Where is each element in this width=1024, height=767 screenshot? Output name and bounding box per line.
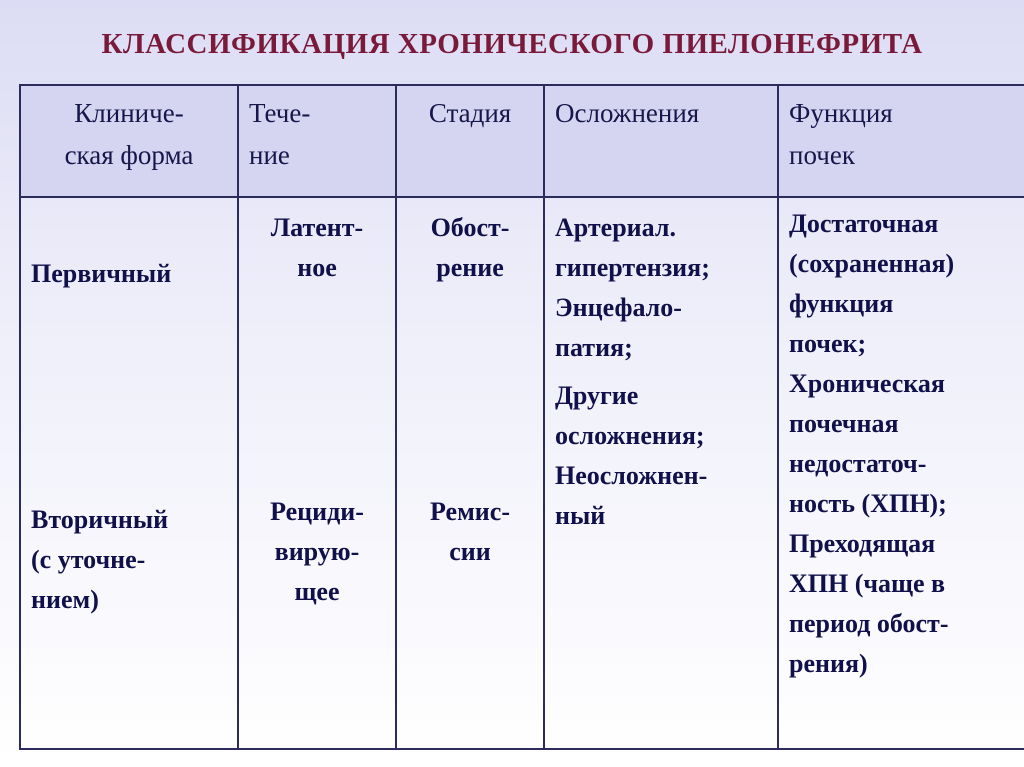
complications-line: ный [555,501,606,530]
header-clinical-form [20,85,238,197]
complications-line: патия; [555,333,633,362]
stage-exacerbation-line: Обост- [430,213,510,242]
cell-course [238,197,396,749]
kidney-function-line: почечная [789,409,899,438]
cell-clinical-form [20,197,238,749]
kidney-function-line: Достаточная [789,209,939,238]
form-secondary-line: нием) [31,585,99,614]
header-text: Функция [789,98,893,128]
stage-remission-line: сии [449,537,491,566]
complications-line: Артериал. [555,213,676,242]
kidney-function-line: (сохраненная) [789,249,955,278]
kidney-function-line: недостаточ- [789,449,927,478]
classification-table [19,84,1024,750]
header-course [238,85,396,197]
header-text: Тече- [249,98,311,128]
stage-exacerbation-line: рение [436,253,504,282]
kidney-function-line: рения) [789,649,868,678]
form-secondary-line: (с уточне- [31,545,146,574]
kidney-function-line: Хроническая [789,369,945,398]
header-text: Осложнения [555,98,700,128]
stage-remission-line: Ремис- [430,497,510,526]
kidney-function-line: ность (ХПН); [789,489,947,518]
header-complications [544,85,778,197]
header-text: ская форма [64,140,194,170]
table-body-row [20,197,1024,749]
table-header-row [20,85,1024,197]
header-text: ние [249,140,290,170]
header-text: Стадия [428,98,512,128]
header-text: почек [789,140,855,170]
course-recurrent-line: Рециди- [270,497,364,526]
cell-kidney-function [778,197,1024,749]
form-primary: Первичный [31,259,172,288]
course-latent-line: Латент- [270,213,364,242]
complications-line: Энцефало- [555,293,682,322]
complications-line: Неосложнен- [555,461,708,490]
header-text: Клиниче- [74,98,184,128]
cell-stage [396,197,544,749]
course-recurrent-line: вирую- [274,537,360,566]
page-title: КЛАССИФИКАЦИЯ ХРОНИЧЕСКОГО ПИЕЛОНЕФРИТА [101,28,923,60]
complications-line: Другие [555,381,639,410]
kidney-function-line: ХПН (чаще в [789,569,946,598]
kidney-function-line: почек; [789,329,867,358]
kidney-function-line: Преходящая [789,529,936,558]
course-recurrent-line: щее [294,577,340,606]
cell-complications [544,197,778,749]
kidney-function-line: период обост- [789,609,949,638]
complications-line: гипертензия; [555,253,710,282]
kidney-function-line: функция [789,289,894,318]
header-kidney-function [778,85,1024,197]
complications-line: осложнения; [555,421,705,450]
course-latent-line: ное [297,253,337,282]
form-secondary-line: Вторичный [31,505,169,534]
header-stage [396,85,544,197]
